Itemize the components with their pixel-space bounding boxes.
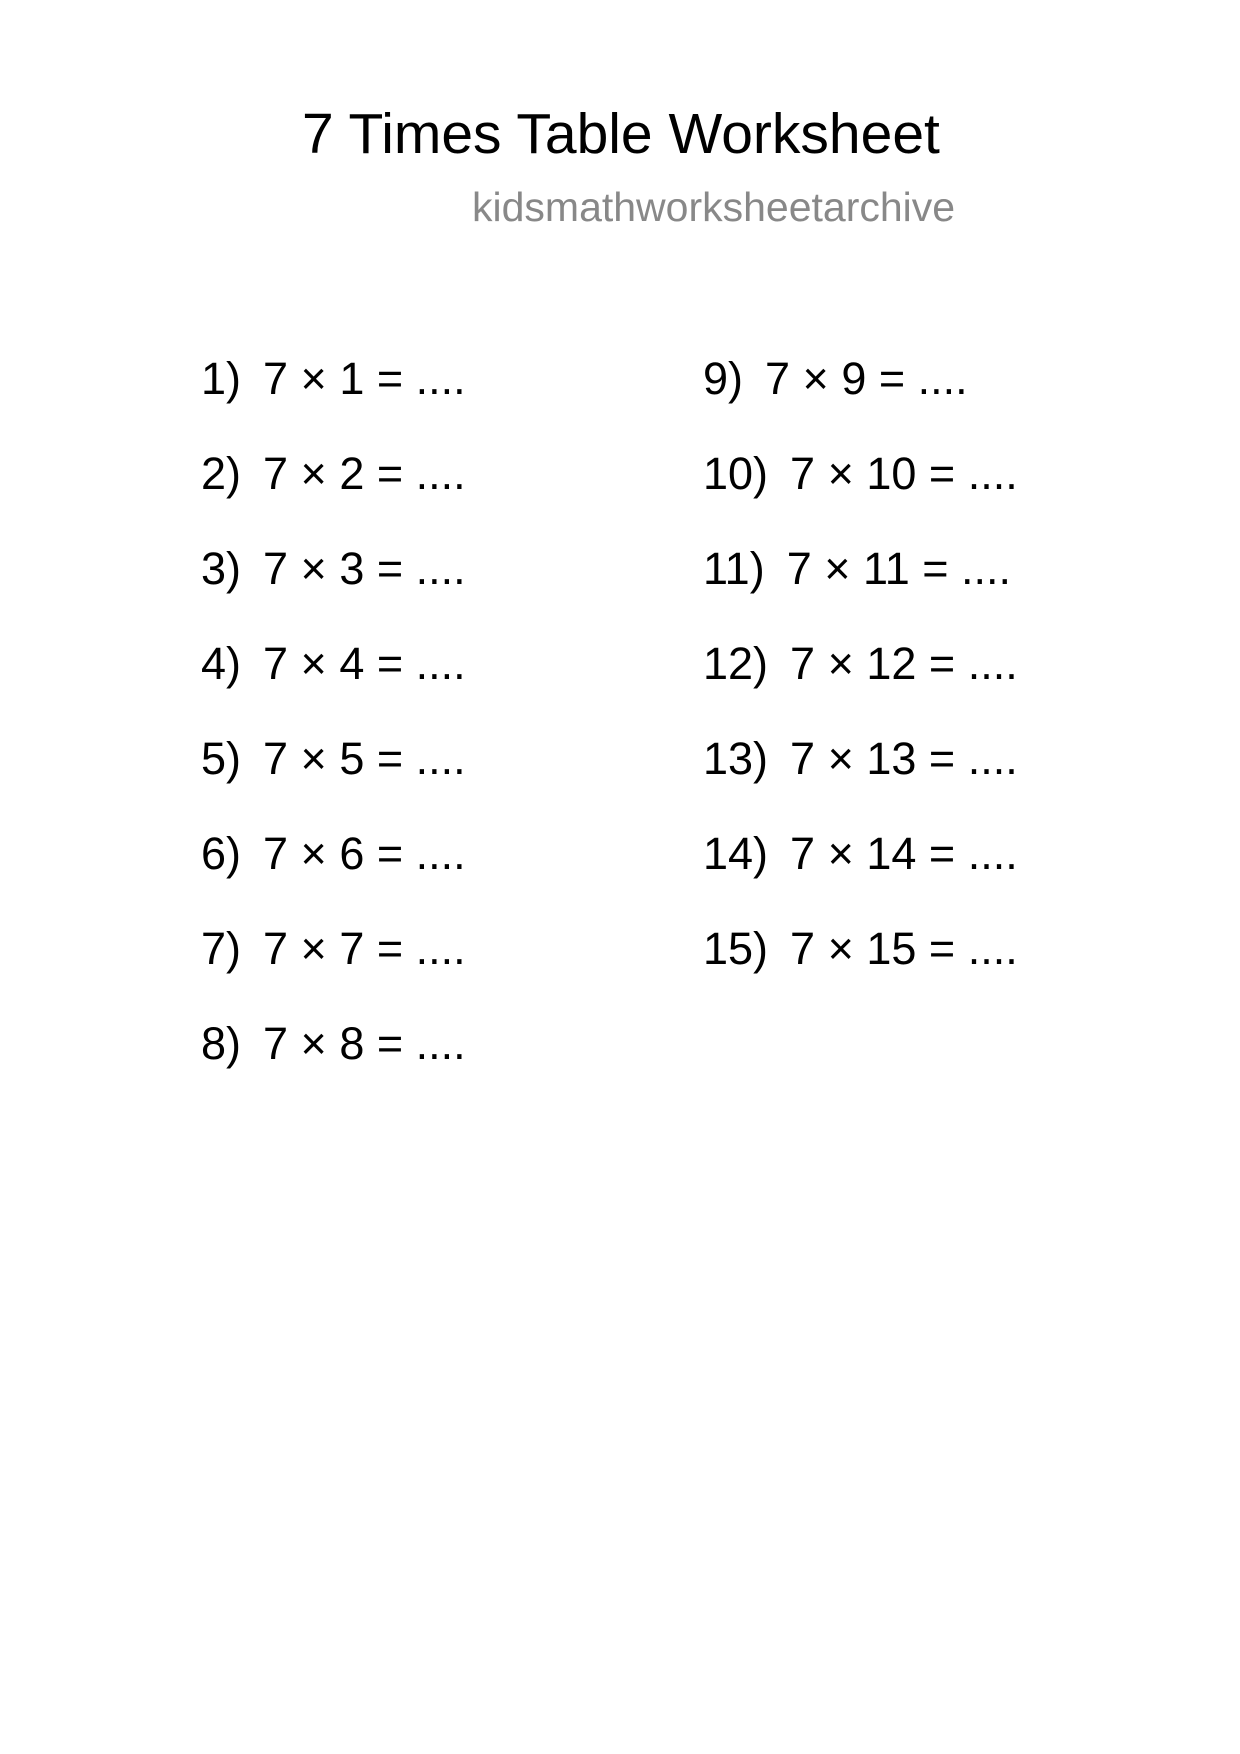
problem-number: 14) [703, 828, 769, 879]
problem-number: 15) [703, 923, 769, 974]
problem-item [703, 732, 1018, 827]
worksheet-subtitle: kidsmathworksheetarchive [472, 184, 956, 230]
problem-list-left [201, 352, 466, 1112]
problem-number: 1) [201, 353, 242, 404]
problem-expression: 7 × 9 = .... [765, 353, 968, 404]
problem-item [703, 827, 1018, 922]
problem-expression: 7 × 14 = .... [790, 828, 1018, 879]
problem-expression: 7 × 2 = .... [263, 448, 466, 499]
problem-number: 10) [703, 448, 769, 499]
problem-item [703, 447, 1018, 542]
problem-expression: 7 × 3 = .... [263, 543, 466, 594]
problem-number: 13) [703, 733, 769, 784]
problem-expression: 7 × 1 = .... [263, 353, 466, 404]
problem-expression: 7 × 8 = .... [263, 1018, 466, 1069]
problem-number: 5) [201, 733, 242, 784]
problem-expression: 7 × 7 = .... [263, 923, 466, 974]
problem-number: 3) [201, 543, 242, 594]
problem-item [201, 542, 466, 637]
problem-number: 6) [201, 828, 242, 879]
problem-expression: 7 × 5 = .... [263, 733, 466, 784]
problem-item [201, 1017, 466, 1112]
problem-number: 4) [201, 638, 242, 689]
problem-number: 8) [201, 1018, 242, 1069]
problem-item [201, 922, 466, 1017]
problem-item [201, 827, 466, 922]
worksheet-title: 7 Times Table Worksheet [302, 102, 940, 166]
problem-expression: 7 × 6 = .... [263, 828, 466, 879]
problem-expression: 7 × 13 = .... [790, 733, 1018, 784]
problem-expression: 7 × 10 = .... [790, 448, 1018, 499]
problem-item [703, 542, 1018, 637]
problem-expression: 7 × 15 = .... [790, 923, 1018, 974]
problem-item [703, 922, 1018, 1017]
problem-expression: 7 × 12 = .... [790, 638, 1018, 689]
problem-item [201, 637, 466, 732]
problem-expression: 7 × 11 = .... [786, 543, 1012, 594]
problem-item [201, 447, 466, 542]
problem-item [703, 637, 1018, 732]
problem-item [201, 732, 466, 827]
problem-list-right [703, 352, 1018, 1017]
problem-number: 11) [703, 543, 765, 594]
problem-number: 9) [703, 353, 744, 404]
problem-item [703, 352, 1018, 447]
problem-expression: 7 × 4 = .... [263, 638, 466, 689]
problem-number: 7) [201, 923, 242, 974]
problem-number: 2) [201, 448, 242, 499]
problem-item [201, 352, 466, 447]
problem-number: 12) [703, 638, 769, 689]
